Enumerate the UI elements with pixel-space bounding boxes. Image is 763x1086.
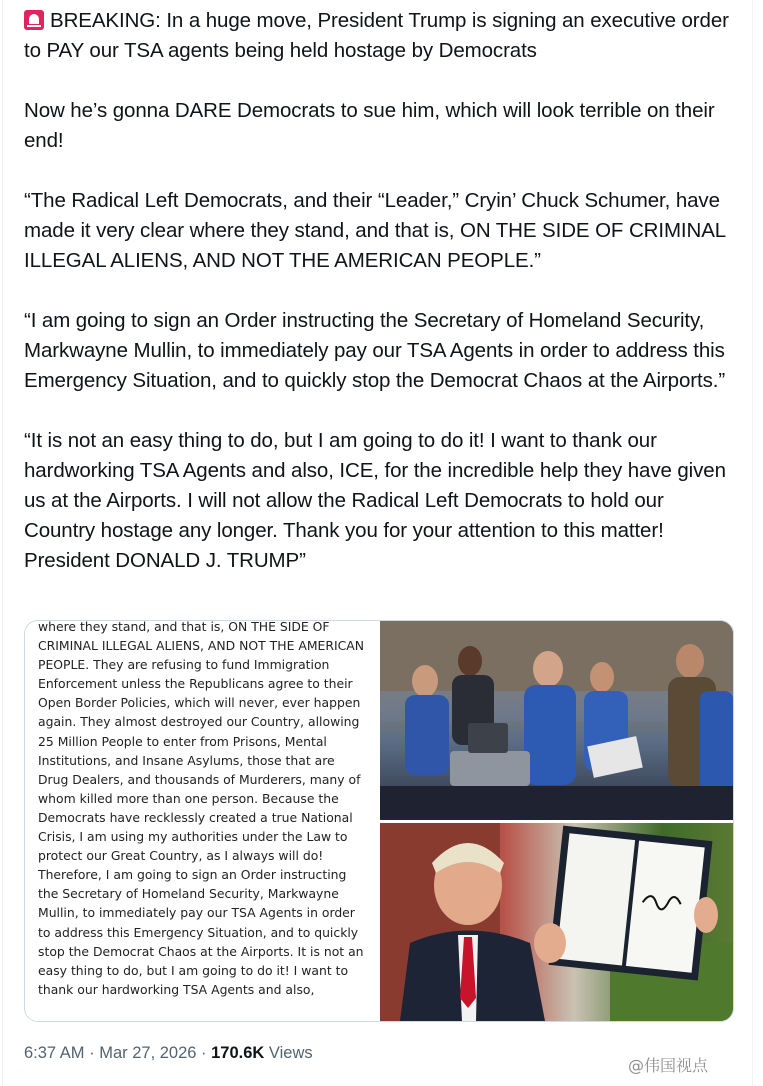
signed-order-photo xyxy=(380,823,733,1021)
views-count: 170.6K xyxy=(211,1044,265,1062)
watermark: @伟国视点 xyxy=(628,1056,709,1075)
tweet-paragraph-1: BREAKING: In a huge move, President Trump is signing an executive order to PAY our TSA agents being held hostage by Democrats xyxy=(24,9,729,62)
media-photo-tsa-agents[interactable] xyxy=(380,621,733,820)
tweet-paragraph-2: Now he’s gonna DARE Democrats to sue him, which will look terrible on their end! xyxy=(24,99,715,152)
tweet-paragraph-5: “It is not an easy thing to do, but I am going to do it! I want to thank our hardworking TSA Agents and also, ICE, for the incredible help they have given us at the Airports. I will not allow the Radical Left Democrats to hold our Country hostage any longer. Thank you for your attention to this matter! President DONALD J. TRUMP” xyxy=(24,429,726,572)
tweet-paragraph-4: “I am going to sign an Order instructing the Secretary of Homeland Security, Markwayne Mullin, to immediately pay our TSA Agents in order to address this Emergency Situation, and to quickly stop the Democrat Chaos at the Airports.” xyxy=(24,309,726,392)
separator-dot: · xyxy=(196,1044,212,1062)
media-photo-trump-signed-order[interactable] xyxy=(380,823,733,1021)
separator-dot: · xyxy=(84,1044,100,1062)
left-border xyxy=(2,0,3,1086)
tweet-paragraph-3: “The Radical Left Democrats, and their “Leader,” Cryin’ Chuck Schumer, have made it very clear where they stand, and that is, ON THE SIDE OF CRIMINAL ILLEGAL ALIENS, AND NOT THE AMERICAN PEOPLE.” xyxy=(24,189,726,272)
document-text: where they stand, and that is, ON THE SIDE OF CRIMINAL ILLEGAL ALIENS, AND NOT THE AMERICAN PEOPLE. They are refusing to fund Immigration Enforcement unless the Republicans agree to their Open Border Policies, which will never, ever happen again. They almost destroyed our Country, allowing 25 Million People to enter from Prisons, Mental Institutions, and Insane Asylums, those that are Drug Dealers, and thousands of Murderers, many of whom killed more than one person. Because the Democrats have recklessly created a true National Crisis, I am using my authorities under the Law to protect our Great Country, as I always will do! Therefore, I am going to sign an Order instructing the Secretary of Homeland Security, Markwayne Mullin, to immediately pay our TSA Agents in order to address this Emergency Situation, and to quickly stop the Democrat Chaos at the Airports. It is not an easy thing to do, but I am going to do it! I want to thank our hardworking TSA Agents and also, xyxy=(38,621,364,997)
tweet-date[interactable]: Mar 27, 2026 xyxy=(99,1044,197,1062)
media-grid xyxy=(24,620,734,1022)
media-document-screenshot[interactable] xyxy=(25,621,378,1021)
tweet-metadata xyxy=(24,1044,313,1063)
tweet-body xyxy=(24,6,736,606)
tsa-checkpoint-photo xyxy=(380,621,733,820)
police-siren-icon xyxy=(24,10,44,30)
views-label: Views xyxy=(264,1044,313,1062)
right-border xyxy=(752,0,753,1086)
tweet-time[interactable]: 6:37 AM xyxy=(24,1044,85,1062)
